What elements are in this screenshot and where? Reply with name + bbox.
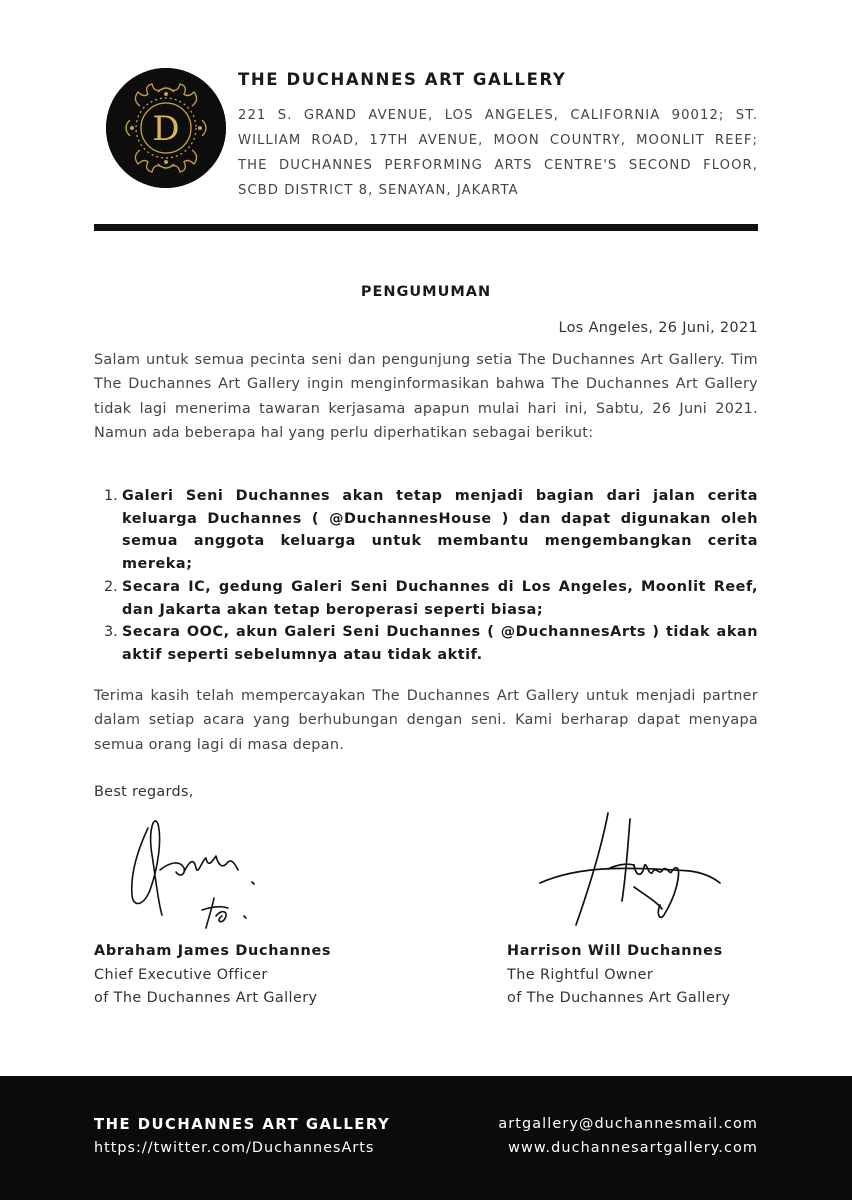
footer xyxy=(0,1076,852,1200)
list-item xyxy=(94,576,758,621)
signatory-role: Chief Executive Officer xyxy=(94,966,268,983)
list-item-text: Secara IC, gedung Galeri Seni Duchannes di Los Angeles, Moonlit Reef, dan Jakarta akan tetap beroperasi seperti biasa; xyxy=(122,578,758,618)
list-number: 3. xyxy=(104,624,118,641)
footer-gallery-name: THE DUCHANNES ART GALLERY xyxy=(94,1116,391,1133)
gallery-logo xyxy=(106,68,226,188)
logo-letter: D xyxy=(152,109,180,149)
gallery-name: THE DUCHANNES ART GALLERY xyxy=(238,70,567,89)
list-number: 1. xyxy=(104,488,118,504)
gallery-address: 221 S. GRAND AVENUE, LOS ANGELES, CALIFORNIA 90012; ST. WILLIAM ROAD, 17TH AVENUE, MOON COUNTRY, MOONLIT REEF; THE DUCHANNES PERFORMING ARTS CENTRE'S SECOND FLOOR, SCBD DISTRICT 8, SENAYAN, JAKARTA xyxy=(238,108,758,198)
footer-twitter-link[interactable]: https://twitter.com/DuchannesArts xyxy=(94,1140,375,1156)
footer-website-link[interactable]: www.duchannesartgallery.com xyxy=(508,1140,758,1156)
signatory-org: of The Duchannes Art Gallery xyxy=(94,990,318,1007)
signatory-name: Abraham James Duchannes xyxy=(94,943,332,959)
closing-paragraph: Terima kasih telah mempercayakan The Duchannes Art Gallery untuk menjadi partner dalam setiap acara yang berhubungan dengan seni. Kami berharap dapat menyapa semua orang lagi di masa depan. xyxy=(94,688,758,753)
ornamental-d-logo-icon xyxy=(106,68,226,188)
signatory-harrison xyxy=(507,940,730,1011)
list-item-text: Secara OOC, akun Galeri Seni Duchannes ( @DuchannesArts ) tidak akan aktif seperti sebelumnya atau tidak aktif. xyxy=(122,624,758,663)
signatory-role: The Rightful Owner xyxy=(507,966,654,983)
signature-abraham xyxy=(118,810,288,935)
announcement-points xyxy=(94,485,758,667)
intro-paragraph: Salam untuk semua pecinta seni dan pengunjung setia The Duchannes Art Gallery. Tim The Duchannes Art Gallery ingin menginformasikan bahwa The Duchannes Art Gallery tidak lagi menerima tawaran kerjasama apapun mulai hari ini, Sabtu, 26 Juni 2021. Namun ada beberapa hal yang perlu diperhatikan sebagai berikut: xyxy=(94,352,758,441)
document-title: PENGUMUMAN xyxy=(360,284,492,300)
list-number: 2. xyxy=(104,578,118,595)
regards-text: Best regards, xyxy=(94,784,194,800)
list-item xyxy=(94,485,758,576)
header-divider xyxy=(94,224,758,231)
signatory-name: Harrison Will Duchannes xyxy=(507,943,723,959)
list-item xyxy=(94,621,758,666)
document-date: Los Angeles, 26 Juni, 2021 xyxy=(558,320,758,336)
footer-email-link[interactable]: artgallery@duchannesmail.com xyxy=(498,1116,758,1132)
signature-harrison xyxy=(530,805,730,935)
signatory-abraham xyxy=(94,940,331,1011)
list-item-text: Galeri Seni Duchannes akan tetap menjadi bagian dari jalan cerita keluarga Duchannes ( @DuchannesHouse ) dan dapat digunakan oleh semua anggota keluarga untuk membantu mengembangkan cerita mereka; xyxy=(122,488,758,573)
signatory-org: of The Duchannes Art Gallery xyxy=(507,990,731,1007)
